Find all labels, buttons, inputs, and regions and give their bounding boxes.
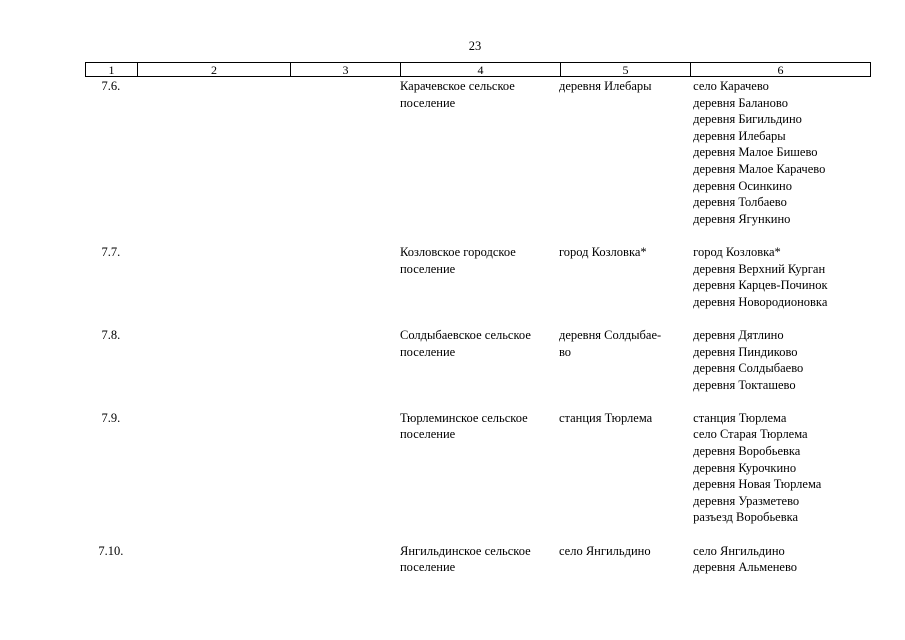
settlement-line: поселение xyxy=(399,344,456,359)
table-body xyxy=(85,78,865,576)
table-row xyxy=(85,327,865,393)
locality-item: деревня Новая Тюрлема xyxy=(693,477,822,492)
locality-item: деревня Верхний Курган xyxy=(693,261,826,276)
settlement-line: поселение xyxy=(399,427,456,442)
empty-cell-3 xyxy=(289,543,398,576)
settlement-name xyxy=(398,244,557,310)
locality-item: село Карачево xyxy=(693,79,769,93)
administrative-center xyxy=(557,410,686,526)
settlement-line: поселение xyxy=(399,261,456,276)
header-row xyxy=(86,63,871,77)
table-row xyxy=(85,543,865,576)
center-line: город Козловка* xyxy=(558,244,647,259)
localities-list xyxy=(686,543,865,576)
locality-item: деревня Дятлино xyxy=(693,327,784,342)
locality-item: деревня Карцев-Починок xyxy=(693,278,828,293)
administrative-center xyxy=(557,244,686,310)
row-spacer xyxy=(85,310,865,327)
empty-cell-3 xyxy=(289,244,398,310)
locality-item: деревня Малое Карачево xyxy=(693,161,826,176)
locality-item: село Янгильдино xyxy=(693,543,785,558)
locality-item: деревня Альменево xyxy=(693,560,798,575)
header-cell-6: 6 xyxy=(691,63,871,77)
locality-item: деревня Бигильдино xyxy=(693,112,802,127)
locality-item: деревня Уразметево xyxy=(693,493,800,508)
locality-item: деревня Воробьевка xyxy=(693,444,801,459)
settlement-name xyxy=(398,78,557,227)
settlement-line: поселение xyxy=(399,560,456,575)
row-spacer xyxy=(85,227,865,244)
center-line: во xyxy=(558,344,572,359)
row-spacer xyxy=(85,526,865,543)
localities-list xyxy=(686,244,865,310)
header-cell-5: 5 xyxy=(561,63,691,77)
settlement-line: Янгильдинское сельское xyxy=(399,543,531,558)
locality-item: деревня Курочкино xyxy=(693,460,797,475)
settlement-name xyxy=(398,327,557,393)
header-cell-1: 1 xyxy=(86,63,138,77)
locality-item: деревня Солдыбаево xyxy=(693,361,804,376)
header-cell-2: 2 xyxy=(138,63,291,77)
table-row xyxy=(85,410,865,526)
page-number: 23 xyxy=(468,39,482,53)
table-row xyxy=(85,78,865,227)
row-number: 7.9. xyxy=(101,410,121,425)
empty-cell-2 xyxy=(137,244,289,310)
header-cell-3: 3 xyxy=(291,63,401,77)
settlement-line: поселение xyxy=(399,95,456,110)
localities-list xyxy=(686,410,865,526)
row-spacer xyxy=(85,393,865,410)
locality-item: город Козловка* xyxy=(693,244,781,259)
empty-cell-2 xyxy=(137,543,289,576)
locality-item: деревня Толбаево xyxy=(693,195,787,210)
empty-cell-2 xyxy=(137,410,289,526)
row-number: 7.7. xyxy=(101,244,121,259)
locality-item: деревня Новородионовка xyxy=(693,294,828,309)
locality-item: разъезд Воробьевка xyxy=(693,510,799,525)
row-number: 7.6. xyxy=(101,79,121,93)
locality-item: деревня Илебары xyxy=(693,128,786,143)
empty-cell-3 xyxy=(289,327,398,393)
administrative-center xyxy=(557,78,686,227)
settlement-line: Солдыбаевское сельское xyxy=(399,327,531,342)
empty-cell-3 xyxy=(289,410,398,526)
center-line: деревня Солдыбае- xyxy=(558,327,662,342)
table-row xyxy=(85,244,865,310)
row-number: 7.8. xyxy=(101,327,121,342)
locality-item: деревня Осинкино xyxy=(693,178,792,193)
center-line: село Янгильдино xyxy=(558,543,651,558)
administrative-center xyxy=(557,543,686,576)
locality-item: станция Тюрлема xyxy=(693,410,787,425)
locality-item: село Старая Тюрлема xyxy=(693,427,808,442)
empty-cell-3 xyxy=(289,78,398,227)
settlement-name xyxy=(398,543,557,576)
settlement-name xyxy=(398,410,557,526)
localities-list xyxy=(686,78,865,227)
locality-item: деревня Токташево xyxy=(693,377,796,392)
center-line: деревня Илебары xyxy=(558,79,652,93)
center-line: станция Тюрлема xyxy=(558,410,653,425)
empty-cell-2 xyxy=(137,327,289,393)
settlement-line: Козловское городское xyxy=(399,244,516,259)
locality-item: деревня Ягункино xyxy=(693,211,791,226)
administrative-center xyxy=(557,327,686,393)
column-number-header xyxy=(85,62,871,77)
settlement-line: Тюрлеминское сельское xyxy=(399,410,528,425)
settlement-line: Карачевское сельское xyxy=(399,79,515,93)
localities-list xyxy=(686,327,865,393)
locality-item: деревня Пиндиково xyxy=(693,344,798,359)
locality-item: деревня Малое Бишево xyxy=(693,145,818,160)
locality-item: деревня Баланово xyxy=(693,95,788,110)
row-number: 7.10. xyxy=(98,543,124,558)
header-cell-4: 4 xyxy=(401,63,561,77)
empty-cell-2 xyxy=(137,78,289,227)
